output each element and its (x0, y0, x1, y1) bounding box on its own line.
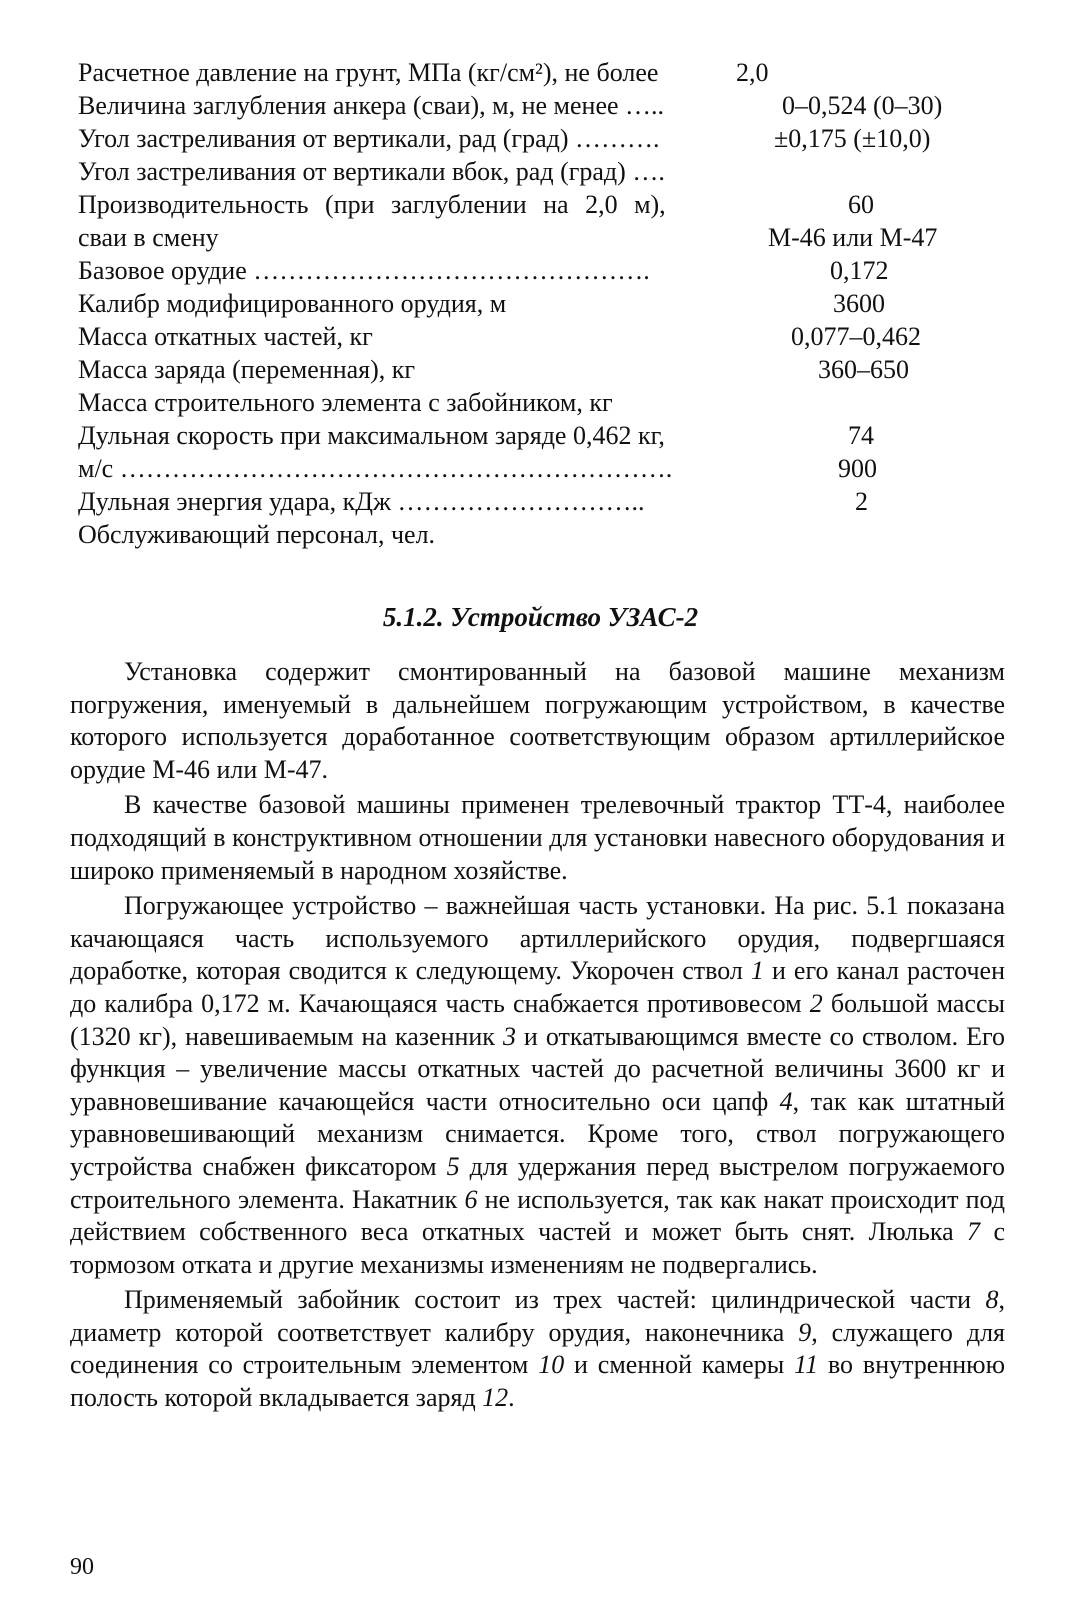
spec-value: 360–650 (818, 355, 909, 384)
spec-value: 2,0 (736, 58, 769, 87)
spec-label: Угол застреливания от вертикали вбок, рад (град) …. (78, 157, 665, 186)
figure-ref: 2 (809, 988, 823, 1018)
text-run: для удержания перед выстрелом погружаемого строительного элемента. Накатник (70, 1151, 1005, 1214)
text-run: , служащего для соединения со строительным элементом (70, 1317, 1006, 1380)
spec-value: 0,172 (830, 256, 889, 285)
spec-label: м/с ………………………………………………………. (78, 454, 673, 483)
spec-value: 0,077–0,462 (791, 322, 921, 351)
spec-value: 60 (848, 190, 874, 219)
spec-label: сваи в смену (78, 223, 219, 252)
figure-ref: 8 (985, 1285, 999, 1315)
spec-label: Масса откатных частей, кг (78, 322, 373, 351)
spec-value: 2 (855, 487, 868, 516)
figure-ref: 11 (794, 1350, 819, 1380)
spec-label: Масса заряда (переменная), кг (78, 355, 416, 384)
spec-label: Величина заглубления анкера (сваи), м, не менее ….. (78, 91, 665, 120)
figure-ref: 6 (464, 1184, 478, 1214)
figure-ref: 1 (750, 956, 764, 986)
text-run: Применяемый забойник состоит из трех частей: цилиндрической части (124, 1285, 986, 1315)
text-run: Погружающее устройство – важнейшая часть установки. На рис. 5.1 показана качающаяся часть используемого артиллерийского орудия, подвергшаяся доработке, которая сводится к следующему. Укорочен ствол (70, 891, 1005, 986)
spec-label: Расчетное давление на грунт, МПа (кг/см²), не более (78, 58, 659, 87)
spec-label: Производительность (при заглублении на 2,0 м), (78, 190, 666, 219)
spec-value: 0–0,524 (0–30) (782, 91, 943, 120)
paragraph (70, 890, 1005, 1281)
figure-ref: 12 (482, 1383, 509, 1413)
spec-value: ±0,175 (±10,0) (774, 124, 931, 153)
spec-label: Масса строительного элемента с забойником, кг (78, 388, 613, 417)
text-run: с тормозом отката и другие механизмы изменениям не подвергались. (70, 1217, 1005, 1279)
spec-value: М-46 или М-47 (768, 223, 938, 252)
figure-ref: 4 (779, 1086, 793, 1116)
text-run: Установка содержит смонтированный на базовой машине механизм погружения, именуемый в дальнейшем погружающим устройством, в качестве которого используется доработанное соответствующим образом артиллерийское орудие М-46 или М-47. (70, 657, 1005, 784)
paragraph (70, 789, 1005, 887)
spec-label: Дульная энергия удара, кДж ……………………….. (78, 487, 645, 516)
paragraph (70, 1284, 1005, 1414)
spec-label: Дульная скорость при максимальном заряде 0,462 кг, (78, 421, 665, 450)
text-run: и его канал расточен до калибра 0,172 м. Качающаяся часть снабжается противовесом (70, 956, 1005, 1018)
text-run: большой массы (1320 кг), навешиваемым на казенник (70, 988, 1005, 1051)
figure-ref: 5 (446, 1151, 460, 1181)
page-number: 90 (70, 1554, 94, 1580)
text-run: В качестве базовой машины применен трелевочный трактор ТТ-4, наиболее подходящий в конструктивном отношении для установки навесного оборудования и широко применяемый в народном хозяйстве. (70, 790, 1005, 885)
section-heading: 5.1.2. Устройство УЗАС-2 (382, 602, 699, 632)
spec-value: 900 (838, 454, 877, 483)
spec-label: Калибр модифицированного орудия, м (78, 289, 507, 318)
text-run: не используется, так как накат происходит под действием собственного веса откатных частей и может быть снят. Люлька (70, 1184, 1006, 1247)
spec-value: 74 (848, 421, 874, 450)
spec-label: Обслуживающий персонал, чел. (78, 520, 436, 549)
text-run: и сменной камеры (564, 1350, 795, 1380)
figure-ref: 10 (538, 1350, 565, 1380)
text-run: и откатывающимся вместе со стволом. Его функция – увеличение массы откатных частей до расчетной величины 3600 кг и уравновешивание качающейся части относительно оси цапф (70, 1021, 1005, 1116)
figure-ref: 9 (798, 1317, 812, 1347)
figure-ref: 3 (502, 1021, 516, 1051)
paragraph (70, 656, 1005, 786)
text-run: . (508, 1383, 515, 1413)
spec-value: 3600 (833, 289, 885, 318)
spec-labels (78, 56, 728, 551)
figure-ref: 7 (967, 1217, 981, 1247)
text-run: во внутреннюю полость которой вкладывается заряд (70, 1350, 1005, 1413)
spec-label: Угол застреливания от вертикали, рад (град) ………. (78, 124, 660, 153)
text-run: , диаметр которой соответствует калибру орудия, наконечника (70, 1285, 1005, 1347)
text-run: , так как штатный уравновешивающий механизм снимается. Кроме того, ствол погружающего устройства снабжен фиксатором (70, 1086, 1005, 1181)
body-text (70, 656, 1005, 1418)
spec-label: Базовое орудие ………………………………………. (78, 256, 650, 285)
